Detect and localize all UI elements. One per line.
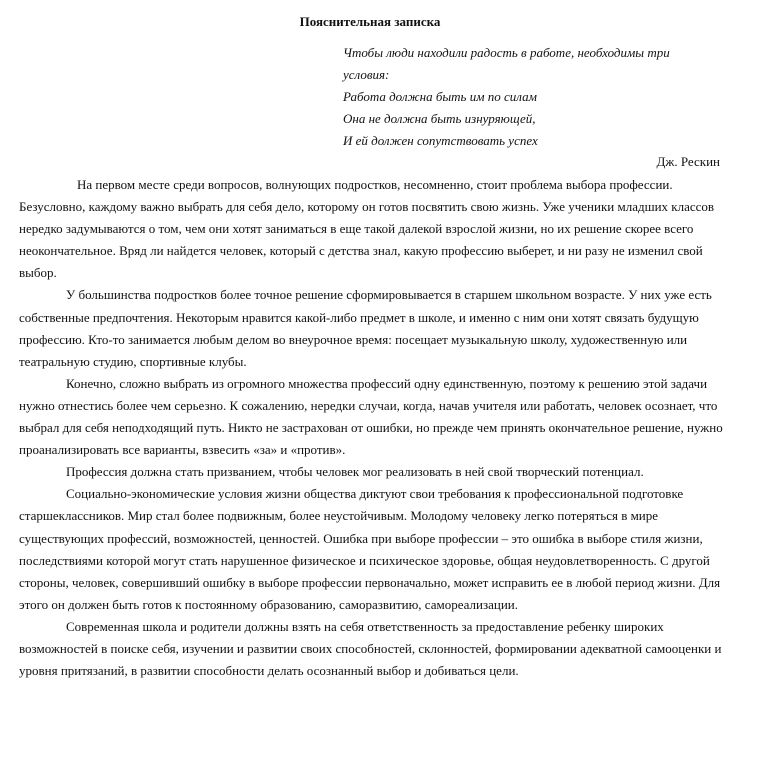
paragraph: Современная школа и родители должны взять на себя ответственность за предоставление ребенку широких возможностей в поиске себя, изучении и развитии своих способностей, склонностей, формировании адекватной самооценки и уровня притязаний, в развитии способности делать осознанный выбор и добиваться цели. [19, 618, 722, 679]
epigraph-author: Дж. Рескин [656, 154, 720, 169]
paragraph: Социально-экономические условия жизни общества диктуют свои требования к профессиональной подготовке старшеклассников. Мир стал более подвижным, более неустойчивым. Молодому человеку легко потеряться в мире существующих профессий, возможностей, ценностей. Ошибка при выборе профессии – это ошибка в выборе стиля жизни, последствиями которой могут стать нарушенное физическое и психическое здоровье, общая неудовлетворенность. С другой стороны, человек, совершивший ошибку в выборе профессии первоначально, может исправить ее в любой период жизни. Для этого он должен быть готов к постоянному образованию, саморазвитию, самореализации. [19, 486, 721, 612]
epigraph [343, 42, 703, 152]
paragraph: Профессия должна стать призванием, чтобы человек мог реализовать в ней свой творческий потенциал. [66, 464, 644, 480]
paragraph: У большинства подростков более точное решение сформировывается в старшем школьном возрасте. У них уже есть собственные предпочтения. Некоторым нравится какой-либо предмет в школе, и именно с ним они хотят связать будущую профессию. Кто-то занимается любым делом во внеурочное время: посещает музыкальную школу, художественную или театральную студию, спортивные клубы. [19, 287, 712, 369]
epigraph-line: Она не должна быть изнуряющей, [343, 111, 536, 126]
paragraph: На первом месте среди вопросов, волнующих подростков, несомненно, стоит проблема выбора профессии. Безусловно, каждому важно выбрать для себя дело, которому он готов посвятить свою жизнь. Уже ученики младших классов нередко задумываются о том, чем они хотят заниматься в еще такой далекой взрослой жизни, но их решение скорее всего неокончательное. Вряд ли найдется человек, который с детства знал, какую профессию выберет, и ни разу не изменил свой выбор. [19, 177, 715, 281]
document-body [19, 174, 724, 682]
epigraph-line: Работа должна быть им по силам [343, 89, 537, 104]
document-title: Пояснительная записка [299, 14, 441, 29]
epigraph-line: И ей должен сопутствовать успех [343, 133, 538, 148]
paragraph: Конечно, сложно выбрать из огромного множества профессий одну единственную, поэтому к решению этой задачи нужно отнестись более чем серьезно. К сожалению, нередки случаи, когда, начав учителя или работать, человек осознает, что выбрал для себя неподходящий путь. Никто не застрахован от ошибки, но прежде чем принять окончательное решение, нужно проанализировать все варианты, взвесить «за» и «против». [19, 375, 723, 458]
epigraph-line: Чтобы люди находили радость в работе, необходимы три условия: [343, 45, 670, 82]
